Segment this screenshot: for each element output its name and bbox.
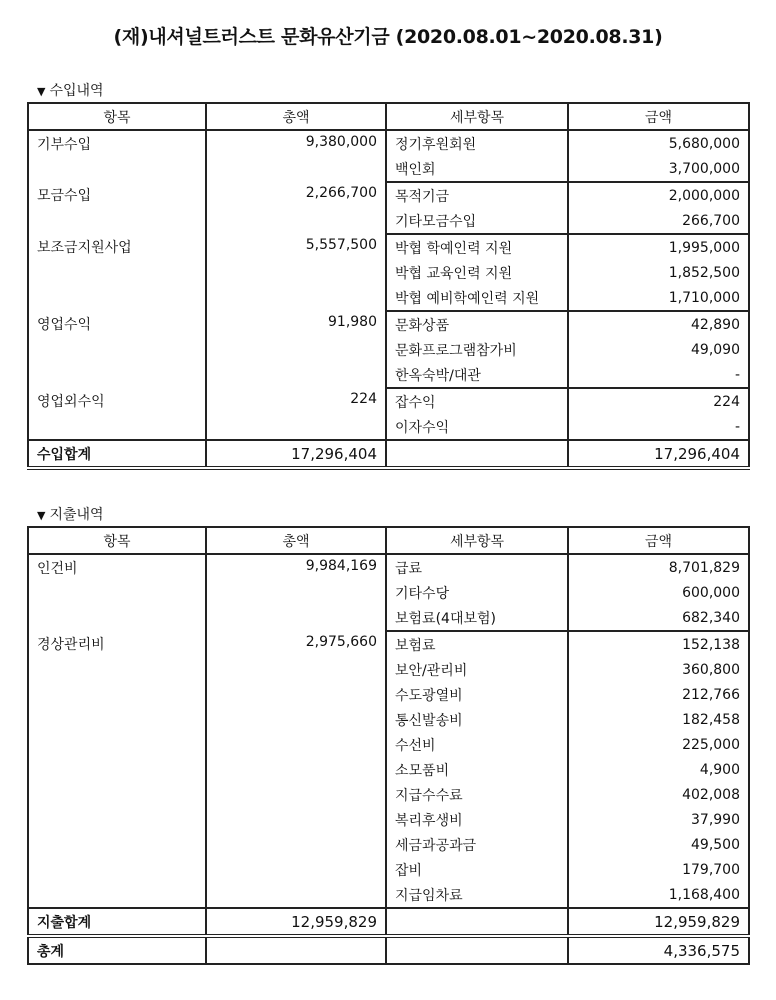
detail-name: 세금과공과금 [386, 832, 568, 857]
item-total: 2,266,700 [206, 182, 386, 234]
item-total: 5,557,500 [206, 234, 386, 311]
item-total: 224 [206, 388, 386, 440]
expense-section-label [37, 504, 104, 524]
detail-name: 정기후원회원 [386, 130, 568, 156]
detail-name: 지급임차료 [386, 882, 568, 908]
detail-name: 보험료(4대보험) [386, 605, 568, 631]
detail-amount: 5,680,000 [568, 130, 749, 156]
triangle-down-icon: ▼ [37, 85, 46, 98]
detail-name: 복리후생비 [386, 807, 568, 832]
detail-amount: 1,710,000 [568, 285, 749, 311]
detail-name: 백인회 [386, 156, 568, 182]
detail-amount: 2,000,000 [568, 182, 749, 208]
detail-name: 문화상품 [386, 311, 568, 337]
column-header-total: 총액 [206, 103, 386, 130]
income-table [27, 102, 750, 470]
grand-total-row [28, 936, 749, 964]
income-table-row [28, 311, 749, 337]
detail-amount: 152,138 [568, 631, 749, 657]
detail-name: 이자수익 [386, 414, 568, 440]
expense-section-title: 지출내역 [49, 507, 104, 523]
total-value: 12,959,829 [206, 908, 386, 936]
detail-amount: 600,000 [568, 580, 749, 605]
income-table-row [28, 182, 749, 208]
income-total-row [28, 440, 749, 468]
expense-header-row [28, 527, 749, 554]
detail-name: 수도광열비 [386, 682, 568, 707]
item-name: 기부수입 [28, 130, 206, 182]
grand-total-amount: 4,336,575 [568, 936, 749, 964]
detail-name: 기타모금수입 [386, 208, 568, 234]
triangle-down-icon: ▼ [37, 509, 46, 522]
detail-amount: 360,800 [568, 657, 749, 682]
income-table-row [28, 388, 749, 414]
item-total: 91,980 [206, 311, 386, 388]
grand-total-empty [206, 936, 386, 964]
detail-amount: 49,500 [568, 832, 749, 857]
income-header-row [28, 103, 749, 130]
detail-name: 보안/관리비 [386, 657, 568, 682]
item-name: 인건비 [28, 554, 206, 631]
detail-amount: 266,700 [568, 208, 749, 234]
detail-amount: 1,852,500 [568, 260, 749, 285]
detail-name: 지급수수료 [386, 782, 568, 807]
total-detail-empty [386, 440, 568, 468]
detail-amount: 179,700 [568, 857, 749, 882]
item-name: 모금수입 [28, 182, 206, 234]
total-amount: 12,959,829 [568, 908, 749, 936]
detail-name: 박협 예비학예인력 지원 [386, 285, 568, 311]
detail-amount: 42,890 [568, 311, 749, 337]
expense-total-row [28, 908, 749, 936]
total-value: 17,296,404 [206, 440, 386, 468]
detail-name: 잡수익 [386, 388, 568, 414]
detail-name: 소모품비 [386, 757, 568, 782]
expense-body [28, 554, 749, 964]
detail-amount: 49,090 [568, 337, 749, 362]
total-label: 수입합계 [28, 440, 206, 468]
item-total: 9,984,169 [206, 554, 386, 631]
detail-name: 잡비 [386, 857, 568, 882]
grand-total-label: 총계 [28, 936, 206, 964]
detail-amount: 8,701,829 [568, 554, 749, 580]
item-name: 영업수익 [28, 311, 206, 388]
detail-name: 박협 학예인력 지원 [386, 234, 568, 260]
detail-amount: 3,700,000 [568, 156, 749, 182]
total-detail-empty [386, 908, 568, 936]
column-header-total: 총액 [206, 527, 386, 554]
column-header-amount: 금액 [568, 103, 749, 130]
item-name: 경상관리비 [28, 631, 206, 908]
item-total: 9,380,000 [206, 130, 386, 182]
detail-amount: 224 [568, 388, 749, 414]
expense-table [27, 526, 750, 965]
detail-name: 기타수당 [386, 580, 568, 605]
income-table-row [28, 130, 749, 156]
detail-amount: 4,900 [568, 757, 749, 782]
detail-amount: - [568, 362, 749, 388]
detail-name: 보험료 [386, 631, 568, 657]
detail-amount: 212,766 [568, 682, 749, 707]
detail-name: 문화프로그램참가비 [386, 337, 568, 362]
expense-table-row [28, 554, 749, 580]
item-name: 보조금지원사업 [28, 234, 206, 311]
detail-name: 한옥숙박/대관 [386, 362, 568, 388]
detail-name: 박협 교육인력 지원 [386, 260, 568, 285]
detail-amount: 182,458 [568, 707, 749, 732]
income-section-title: 수입내역 [49, 83, 104, 99]
grand-total-empty [386, 936, 568, 964]
total-amount: 17,296,404 [568, 440, 749, 468]
column-header-amount: 금액 [568, 527, 749, 554]
item-name: 영업외수익 [28, 388, 206, 440]
income-table-row [28, 234, 749, 260]
item-total: 2,975,660 [206, 631, 386, 908]
column-header-detail: 세부항목 [386, 527, 568, 554]
detail-amount: 37,990 [568, 807, 749, 832]
expense-table-row [28, 631, 749, 657]
detail-amount: - [568, 414, 749, 440]
detail-amount: 682,340 [568, 605, 749, 631]
column-header-detail: 세부항목 [386, 103, 568, 130]
detail-name: 통신발송비 [386, 707, 568, 732]
detail-amount: 225,000 [568, 732, 749, 757]
detail-amount: 1,168,400 [568, 882, 749, 908]
detail-name: 급료 [386, 554, 568, 580]
detail-amount: 402,008 [568, 782, 749, 807]
column-header-item: 항목 [28, 527, 206, 554]
total-label: 지출합계 [28, 908, 206, 936]
income-section-label [37, 80, 104, 100]
report-title: (재)내셔널트러스트 문화유산기금 (2020.08.01~2020.08.31) [113, 26, 663, 48]
column-header-item: 항목 [28, 103, 206, 130]
detail-name: 목적기금 [386, 182, 568, 208]
detail-name: 수선비 [386, 732, 568, 757]
detail-amount: 1,995,000 [568, 234, 749, 260]
income-body [28, 130, 749, 468]
